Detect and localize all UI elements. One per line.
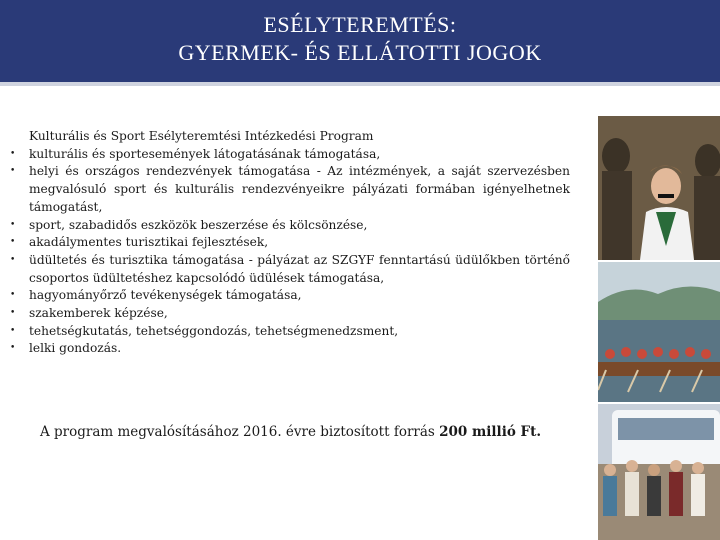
bullet-glyph: • xyxy=(10,166,16,177)
rowing-illustration xyxy=(598,262,720,402)
bullet-glyph: • xyxy=(10,325,16,336)
bullet-glyph: • xyxy=(10,343,16,354)
bus-group-illustration xyxy=(598,404,720,540)
photo-rowing-boat xyxy=(598,262,720,402)
list-item: • szakemberek képzése, xyxy=(10,305,570,323)
statues-illustration xyxy=(598,116,720,260)
funding-text: A program megvalósításához 2016. évre biztosított forrás xyxy=(40,424,435,440)
list-item: • üdültetés és turisztika támogatása - pályázat az SZGYF fenntartású üdülőkben történő csoportos üdültetéshez kapcsolódó üdülések támogatása, xyxy=(10,252,570,285)
list-item: • tehetségkutatás, tehetséggondozás, tehetségmenedzsment, xyxy=(10,323,570,341)
list-item: • helyi és országos rendezvények támogatása - Az intézmények, a saját szervezésben megvalósuló sport és kulturális rendezvényeikre pályázati formában igényelhetnek támogatást, xyxy=(10,164,570,214)
funding-statement xyxy=(40,424,580,440)
slide-title-bar xyxy=(0,0,720,82)
list-item: • kulturális és sportesemények látogatásának támogatása, xyxy=(10,146,570,164)
program-content xyxy=(10,128,570,358)
program-intro: Kulturális és Sport Esélyteremtési Intézkedési Program xyxy=(29,129,374,143)
list-item: • akadálymentes turisztikai fejlesztések, xyxy=(10,234,570,252)
funding-amount: 200 millió Ft. xyxy=(439,424,542,440)
photo-bus-group xyxy=(598,404,720,540)
photo-statues-tourist xyxy=(598,116,720,260)
list-item: • hagyományőrző tevékenységek támogatása, xyxy=(10,287,570,305)
bullet-glyph: • xyxy=(10,290,16,301)
bullet-glyph: • xyxy=(10,308,16,319)
program-bullet-list xyxy=(10,146,570,358)
list-item: • sport, szabadidős eszközök beszerzése és kölcsönzése, xyxy=(10,217,570,235)
slide-title-line-1: ESÉLYTEREMTÉS: xyxy=(263,12,457,37)
list-item: • lelki gondozás. xyxy=(10,340,570,358)
bullet-glyph: • xyxy=(10,237,16,248)
bullet-glyph: • xyxy=(10,254,16,265)
bullet-glyph: • xyxy=(10,148,16,159)
title-divider xyxy=(0,82,720,86)
bullet-glyph: • xyxy=(10,219,16,230)
slide-title-line-2: GYERMEK- ÉS ELLÁTOTTI JOGOK xyxy=(178,40,542,65)
